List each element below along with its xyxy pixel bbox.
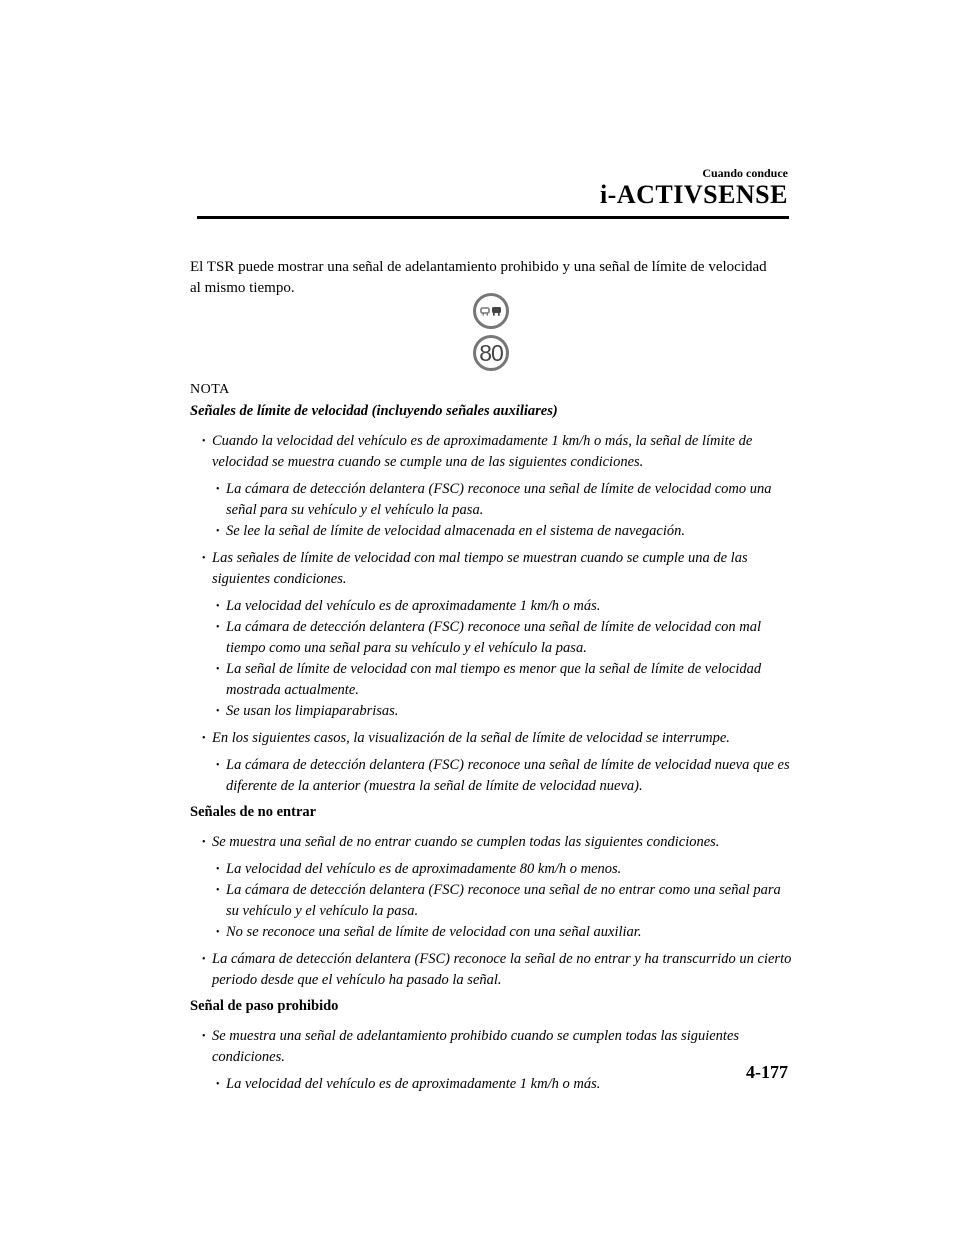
no-overtaking-sign-icon xyxy=(473,293,509,329)
sub-bullet-item: • La velocidad del vehículo es de aproximadamente 1 km/h o más. xyxy=(190,596,795,617)
note-label: NOTA xyxy=(190,382,230,397)
sub-bullet-item: • La cámara de detección delantera (FSC) reconoce una señal de límite de velocidad como una señal para su vehículo y el vehículo la pasa. xyxy=(190,479,795,521)
sub-bullet-item: • La cámara de detección delantera (FSC) reconoce una señal de límite de velocidad con mal tiempo como una señal para su vehículo y el vehículo la pasa. xyxy=(190,617,795,659)
bullet-item: • Las señales de límite de velocidad con mal tiempo se muestran cuando se cumple una de las siguientes condiciones. xyxy=(190,548,795,590)
header-divider xyxy=(197,216,789,219)
sub-bullet-list xyxy=(190,755,795,797)
note-block xyxy=(190,382,795,1101)
speed-limit-sign-icon xyxy=(473,335,509,371)
section-title: Señal de paso prohibido xyxy=(190,998,339,1014)
section-title: Señales de no entrar xyxy=(190,804,317,820)
bullet-item: • La cámara de detección delantera (FSC) reconoce la señal de no entrar y ha transcurrido un cierto periodo desde que el vehículo ha pasado la señal. xyxy=(190,949,795,991)
section-title: Señales de límite de velocidad (incluyendo señales auxiliares) xyxy=(190,403,558,419)
sub-bullet-item: • Se lee la señal de límite de velocidad almacenada en el sistema de navegación. xyxy=(190,521,795,542)
sub-bullet-item: • La señal de límite de velocidad con mal tiempo es menor que la señal de límite de velocidad mostrada actualmente. xyxy=(190,659,795,701)
sub-bullet-list xyxy=(190,1074,795,1095)
bullet-item: • Cuando la velocidad del vehículo es de aproximadamente 1 km/h o más, la señal de límite de velocidad se muestra cuando se cumple una de las siguientes condiciones. xyxy=(190,431,795,473)
sub-bullet-list xyxy=(190,859,795,943)
sub-bullet-item: • No se reconoce una señal de límite de velocidad con una señal auxiliar. xyxy=(190,922,795,943)
sub-bullet-item: • La velocidad del vehículo es de aproximadamente 1 km/h o más. xyxy=(190,1074,795,1095)
note-sections xyxy=(190,402,795,1095)
bullet-item: • En los siguientes casos, la visualización de la señal de límite de velocidad se interrumpe. xyxy=(190,728,795,749)
bullet-item: • Se muestra una señal de adelantamiento prohibido cuando se cumplen todas las siguientes condiciones. xyxy=(190,1026,795,1068)
sign-illustration xyxy=(473,293,513,377)
bullet-item: • Se muestra una señal de no entrar cuando se cumplen todas las siguientes condiciones. xyxy=(190,832,795,853)
intro-paragraph: El TSR puede mostrar una señal de adelantamiento prohibido y una señal de límite de velocidad al mismo tiempo. xyxy=(190,259,767,296)
sub-bullet-item: • La cámara de detección delantera (FSC) reconoce una señal de no entrar como una señal para su vehículo y el vehículo la pasa. xyxy=(190,880,795,922)
sub-bullet-item: • La velocidad del vehículo es de aproximadamente 80 km/h o menos. xyxy=(190,859,795,880)
page-number: 4-177 xyxy=(746,1062,788,1082)
sub-bullet-item: • Se usan los limpiaparabrisas. xyxy=(190,701,795,722)
sub-bullet-list xyxy=(190,596,795,722)
sub-bullet-list xyxy=(190,479,795,542)
section-heading: Cuando conduce xyxy=(702,166,788,180)
sub-bullet-item: • La cámara de detección delantera (FSC) reconoce una señal de límite de velocidad nueva que es diferente de la anterior (muestra la señal de límite de velocidad nueva). xyxy=(190,755,795,797)
speed-limit-value: 80 xyxy=(479,339,503,366)
page-title: i-ACTIVSENSE xyxy=(599,180,788,209)
